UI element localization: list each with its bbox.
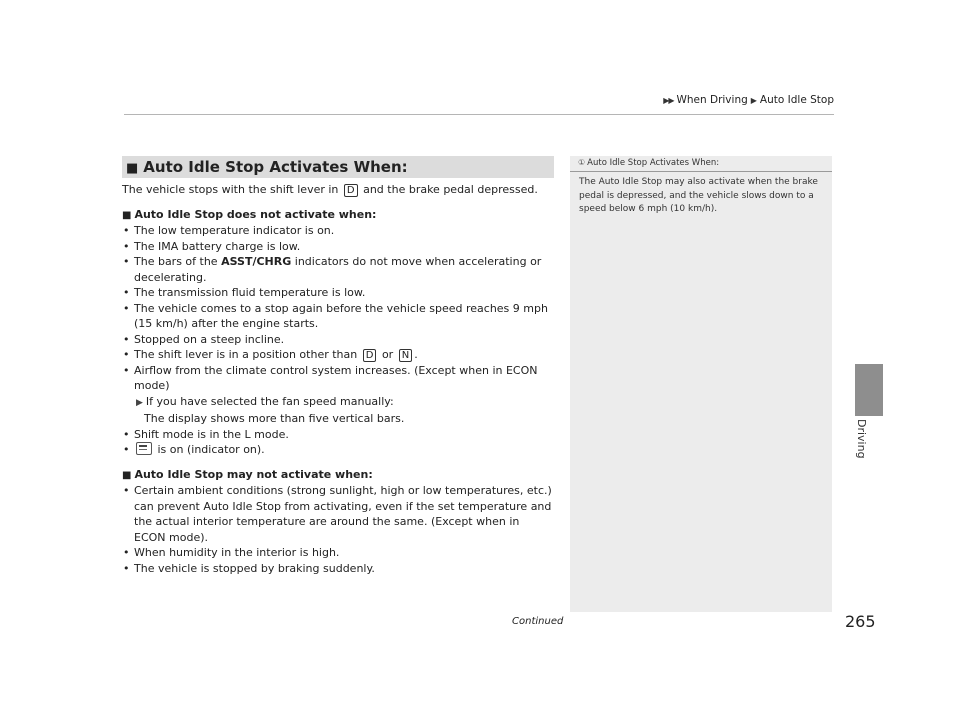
indicator-text: is on (indicator on). (157, 443, 265, 456)
list-item: • The low temperature indicator is on. (122, 223, 554, 239)
list-item: • The vehicle is stopped by braking suddenly. (122, 561, 554, 577)
section-heading (122, 156, 554, 178)
subheading-text: Auto Idle Stop does not activate when: (134, 207, 377, 221)
asst-chrg-label: ASST/CHRG (221, 255, 292, 268)
fan-speed-note-detail: The display shows more than five vertical bars. (144, 412, 405, 425)
list-item (122, 347, 554, 363)
intro-paragraph (122, 182, 554, 198)
continued-label: Continued (512, 616, 564, 627)
side-note-box (570, 156, 832, 612)
note-title (570, 156, 832, 172)
triangle-pointer-icon: ▶ (136, 397, 143, 408)
breadcrumb-item-when-driving: When Driving (676, 94, 748, 106)
intro-text-1: The vehicle stops with the shift lever in (122, 183, 339, 196)
list-item: • Airflow from the climate control system increases. (Except when in ECON mode) (122, 363, 554, 394)
shift-prefix: The shift lever is in a position other than (134, 348, 358, 361)
list-item: • When humidity in the interior is high. (122, 545, 554, 561)
page-number: 265 (845, 612, 876, 631)
side-tab-label: Driving (855, 419, 868, 459)
subheading-may-not (122, 467, 554, 484)
list-item (122, 254, 554, 285)
breadcrumb (663, 94, 834, 106)
double-arrow-icon: ▶▶ (663, 96, 674, 105)
breadcrumb-item-auto-idle-stop: Auto Idle Stop (759, 94, 834, 106)
fan-note-text: If you have selected the fan speed manually: (145, 394, 394, 408)
list-item: • Shift mode is in the L mode. (122, 427, 554, 443)
list-item: • The IMA battery charge is low. (122, 239, 554, 255)
square-bullet-icon: ■ (122, 209, 132, 221)
header-rule (124, 114, 834, 115)
fan-speed-note (122, 394, 554, 412)
shift-or: or (381, 348, 394, 361)
square-bullet-icon: ■ (122, 469, 132, 481)
asst-suffix: indicators do not move when accelerating or decelerating. (134, 255, 542, 284)
subheading-no-activate (122, 207, 554, 224)
section-title: Auto Idle Stop Activates When: (143, 158, 408, 176)
note-body: The Auto Idle Stop may also activate when the brake pedal is depressed, and the vehicle slows down to a speed below 6 mph (10 km/h). (579, 177, 818, 214)
may-not-list (122, 483, 554, 576)
list-item: • The transmission fluid temperature is low. (122, 285, 554, 301)
side-tab-marker (855, 364, 883, 416)
asst-prefix: The bars of the (134, 255, 218, 268)
note-reference-icon: ① (578, 158, 586, 167)
shift-key-d: D (363, 349, 377, 362)
subheading-text: Auto Idle Stop may not activate when: (134, 467, 373, 481)
arrow-icon: ▶ (750, 96, 757, 105)
no-activate-list-continued (122, 427, 554, 458)
shift-suffix: . (414, 348, 418, 361)
list-item: • Certain ambient conditions (strong sunlight, high or low temperatures, etc.) can prevent Auto Idle Stop from activating, even if the set temperature and the actual interior temperature are around the same. (Except when in ECON mode). (122, 483, 554, 545)
square-bullet-icon: ■ (126, 161, 139, 176)
list-item: • The vehicle comes to a stop again before the vehicle speed reaches 9 mph (15 km/h) after the engine starts. (122, 301, 554, 332)
intro-text-2: and the brake pedal depressed. (363, 183, 538, 196)
list-item: • Stopped on a steep incline. (122, 332, 554, 348)
front-defrost-indicator-icon (136, 442, 152, 455)
main-content (122, 156, 554, 576)
note-title-text: Auto Idle Stop Activates When: (587, 158, 720, 168)
list-item (122, 442, 554, 458)
shift-key-d: D (344, 184, 358, 197)
no-activate-list (122, 223, 554, 394)
shift-key-n: N (399, 349, 412, 362)
